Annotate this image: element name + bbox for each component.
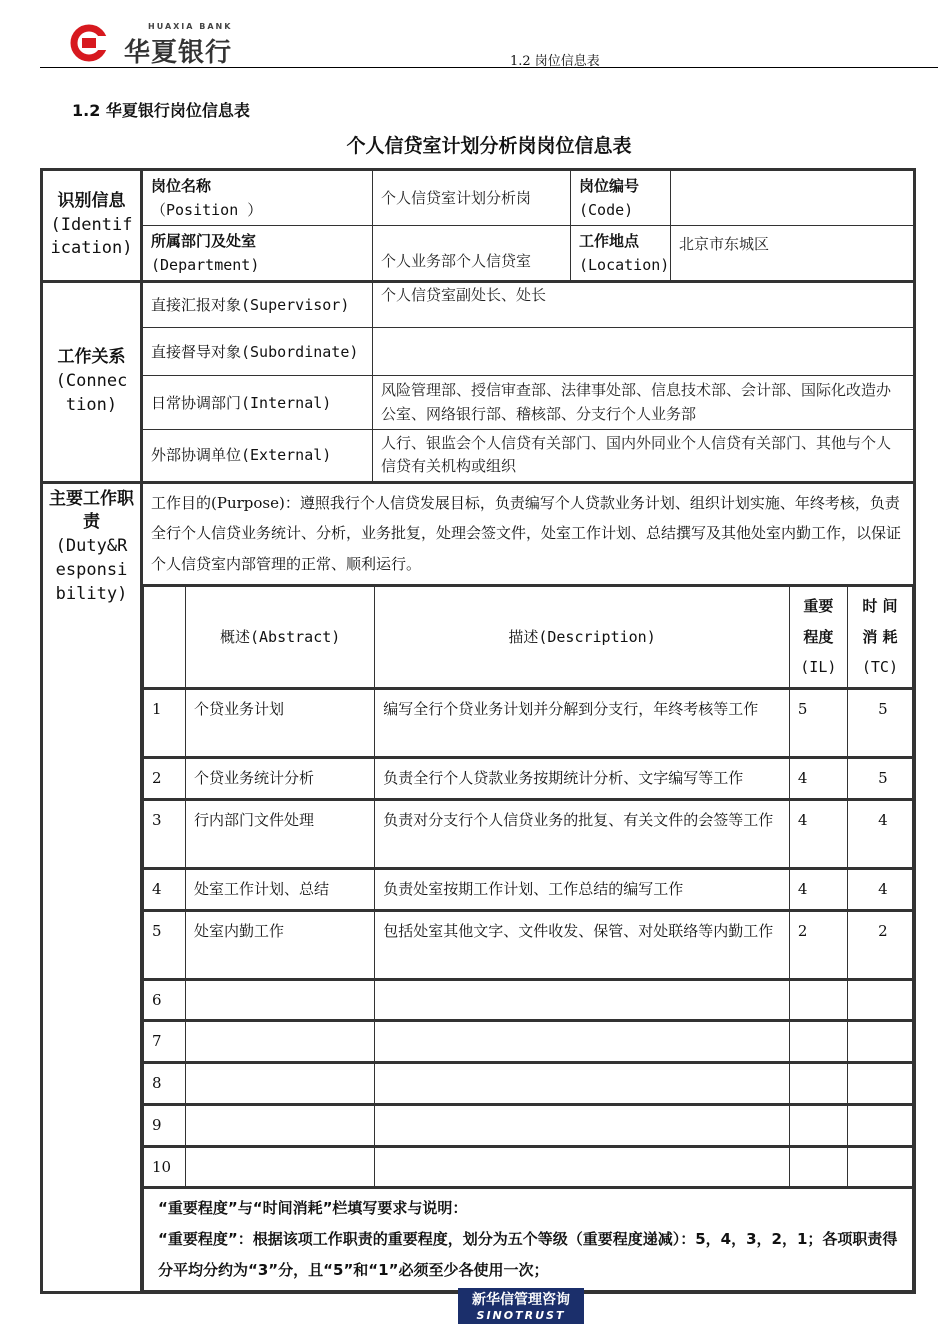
row-description bbox=[375, 1021, 790, 1063]
notes-cell bbox=[144, 1188, 913, 1290]
row-no: 9 bbox=[144, 1104, 186, 1146]
row-abstract bbox=[186, 1146, 375, 1188]
duty-rows bbox=[144, 689, 913, 1188]
row-no: 10 bbox=[144, 1146, 186, 1188]
header-no bbox=[144, 585, 186, 688]
connection-cat-cn: 工作关系 bbox=[57, 347, 126, 368]
brand-chinese: 华夏银行 bbox=[124, 38, 233, 68]
duty-cat-cn: 主要工作职责 bbox=[49, 488, 134, 533]
external-label: 外部协调单位(External) bbox=[142, 430, 373, 483]
table-row bbox=[144, 1063, 913, 1105]
document-title: 个人信贷室计划分析岗岗位信息表 bbox=[346, 135, 632, 157]
row-no: 3 bbox=[144, 799, 186, 868]
table-row bbox=[144, 868, 913, 910]
position-label-en: （Position ） bbox=[151, 201, 263, 219]
external-value: 人行、银监会个人信贷有关部门、国内外同业个人信贷有关部门、其他与个人信贷有关机构或组织 bbox=[373, 430, 915, 483]
row-importance: 4 bbox=[789, 799, 847, 868]
row-time: 2 bbox=[847, 910, 912, 979]
identification-category bbox=[42, 170, 142, 282]
location-label-cn: 工作地点 bbox=[579, 232, 640, 250]
row-time bbox=[847, 1104, 912, 1146]
header-time bbox=[847, 585, 912, 688]
row-importance bbox=[789, 1146, 847, 1188]
department-label bbox=[142, 226, 373, 282]
table-row bbox=[144, 910, 913, 979]
row-abstract: 处室内勤工作 bbox=[186, 910, 375, 979]
sinotrust-logo-icon bbox=[458, 1288, 584, 1324]
footer-brand-cn: 新华信管理咨询 bbox=[472, 1292, 570, 1308]
department-value: 个人业务部个人信贷室 bbox=[373, 226, 571, 282]
row-no: 7 bbox=[144, 1021, 186, 1063]
header-tc-cn: 时 间消 耗 bbox=[862, 596, 898, 646]
notes-line: “重要程度”与“时间消耗”栏填写要求与说明： bbox=[158, 1199, 468, 1218]
position-name-value: 个人信贷室计划分析岗 bbox=[373, 170, 571, 226]
row-description: 负责全行个人贷款业务按期统计分析、文字编写等工作 bbox=[375, 758, 790, 800]
row-abstract: 处室工作计划、总结 bbox=[186, 868, 375, 910]
table-row bbox=[144, 689, 913, 758]
page-header bbox=[0, 0, 950, 70]
internal-label: 日常协调部门(Internal) bbox=[142, 376, 373, 430]
row-importance bbox=[789, 1063, 847, 1105]
header-section-ref: 1.2 岗位信息表 bbox=[510, 54, 600, 69]
supervisor-value: 个人信贷室副处长、处长 bbox=[373, 282, 915, 328]
section-heading: 1.2 华夏银行岗位信息表 bbox=[72, 101, 250, 120]
table-row bbox=[144, 799, 913, 868]
header-importance bbox=[789, 585, 847, 688]
row-abstract: 个贷业务计划 bbox=[186, 689, 375, 758]
header-description: 描述(Description) bbox=[375, 585, 790, 688]
position-info-table bbox=[40, 168, 916, 1294]
row-abstract bbox=[186, 1104, 375, 1146]
row-importance: 5 bbox=[789, 689, 847, 758]
identification-cat-en: (Identification) bbox=[50, 214, 133, 259]
row-time bbox=[847, 1146, 912, 1188]
row-description: 包括处室其他文字、文件收发、保管、对处联络等内勤工作 bbox=[375, 910, 790, 979]
row-description: 负责处室按期工作计划、工作总结的编写工作 bbox=[375, 868, 790, 910]
row-abstract bbox=[186, 979, 375, 1021]
row-abstract: 个贷业务统计分析 bbox=[186, 758, 375, 800]
internal-value: 风险管理部、授信审查部、法律事处部、信息技术部、会计部、国际化改造办公室、网络银行部、稽核部、分支行个人业务部 bbox=[373, 376, 915, 430]
dept-label-en: (Department) bbox=[151, 256, 260, 274]
table-row bbox=[144, 758, 913, 800]
row-description: 负责对分支行个人信贷业务的批复、有关文件的会签等工作 bbox=[375, 799, 790, 868]
row-description bbox=[375, 1104, 790, 1146]
location-label-en: (Location) bbox=[579, 256, 670, 274]
row-description bbox=[375, 1146, 790, 1188]
location-label bbox=[571, 226, 671, 282]
row-time bbox=[847, 1063, 912, 1105]
header-divider bbox=[40, 67, 938, 68]
row-time bbox=[847, 979, 912, 1021]
row-abstract bbox=[186, 1063, 375, 1105]
row-no: 1 bbox=[144, 689, 186, 758]
row-importance bbox=[789, 1021, 847, 1063]
huaxia-bank-logo-icon bbox=[70, 24, 114, 62]
row-abstract bbox=[186, 1021, 375, 1063]
duty-category bbox=[42, 482, 142, 1292]
code-label-en: (Code) bbox=[579, 201, 634, 219]
row-no: 6 bbox=[144, 979, 186, 1021]
row-importance bbox=[789, 1104, 847, 1146]
location-value: 北京市东城区 bbox=[671, 226, 915, 282]
brand-english: HUAXIA BANK bbox=[148, 22, 233, 31]
duty-table bbox=[143, 584, 913, 1291]
position-code-label bbox=[571, 170, 671, 226]
row-time: 5 bbox=[847, 758, 912, 800]
connection-category bbox=[42, 282, 142, 483]
row-time: 4 bbox=[847, 868, 912, 910]
row-description bbox=[375, 1063, 790, 1105]
duty-cat-en: (Duty&Responsibility) bbox=[55, 536, 128, 604]
row-description bbox=[375, 979, 790, 1021]
identification-cat-cn: 识别信息 bbox=[57, 190, 126, 211]
footer-brand-en: SINOTRUST bbox=[476, 1309, 566, 1322]
row-time: 5 bbox=[847, 689, 912, 758]
row-importance: 4 bbox=[789, 758, 847, 800]
row-importance: 2 bbox=[789, 910, 847, 979]
dept-label-cn: 所属部门及处室 bbox=[151, 232, 257, 250]
table-row bbox=[144, 1021, 913, 1063]
header-abstract: 概述(Abstract) bbox=[186, 585, 375, 688]
connection-cat-en: (Connection) bbox=[55, 370, 128, 415]
table-row bbox=[144, 1104, 913, 1146]
row-description: 编写全行个贷业务计划并分解到分支行，年终考核等工作 bbox=[375, 689, 790, 758]
row-no: 4 bbox=[144, 868, 186, 910]
header-tc-en: (TC) bbox=[861, 658, 898, 677]
subordinate-label: 直接督导对象(Subordinate) bbox=[142, 328, 373, 376]
code-label-cn: 岗位编号 bbox=[579, 177, 640, 195]
position-code-value bbox=[671, 170, 915, 226]
subordinate-value bbox=[373, 328, 915, 376]
header-il-en: (IL) bbox=[800, 658, 837, 677]
row-no: 5 bbox=[144, 910, 186, 979]
header-il-cn: 重要程度 bbox=[803, 596, 834, 646]
row-no: 2 bbox=[144, 758, 186, 800]
supervisor-label: 直接汇报对象(Supervisor) bbox=[142, 282, 373, 328]
row-abstract: 行内部门文件处理 bbox=[186, 799, 375, 868]
work-purpose: 工作目的(Purpose)：遵照我行个人信贷发展目标，负责编写个人贷款业务计划、组织计划实施、年终考核，负责全行个人信贷业务统计、分析，业务批复，处理会签文件，处室工作计划、总结撰写及其他处室内勤工作，以保证个人信贷室内部管理的正常、顺利运行。 bbox=[151, 493, 902, 573]
notes-line: “重要程度”：根据该项工作职责的重要程度，划分为五个等级（重要程度递减）：5，4，3，2，1；各项职责得分平均分约为“3”分，且“5”和“1”必须至少各使用一次； bbox=[158, 1230, 898, 1279]
position-name-label bbox=[142, 170, 373, 226]
position-label-cn: 岗位名称 bbox=[151, 177, 212, 195]
table-row bbox=[144, 979, 913, 1021]
duty-content bbox=[142, 482, 915, 1292]
row-no: 8 bbox=[144, 1063, 186, 1105]
row-importance: 4 bbox=[789, 868, 847, 910]
table-row bbox=[144, 1146, 913, 1188]
row-time bbox=[847, 1021, 912, 1063]
row-importance bbox=[789, 979, 847, 1021]
row-time: 4 bbox=[847, 799, 912, 868]
